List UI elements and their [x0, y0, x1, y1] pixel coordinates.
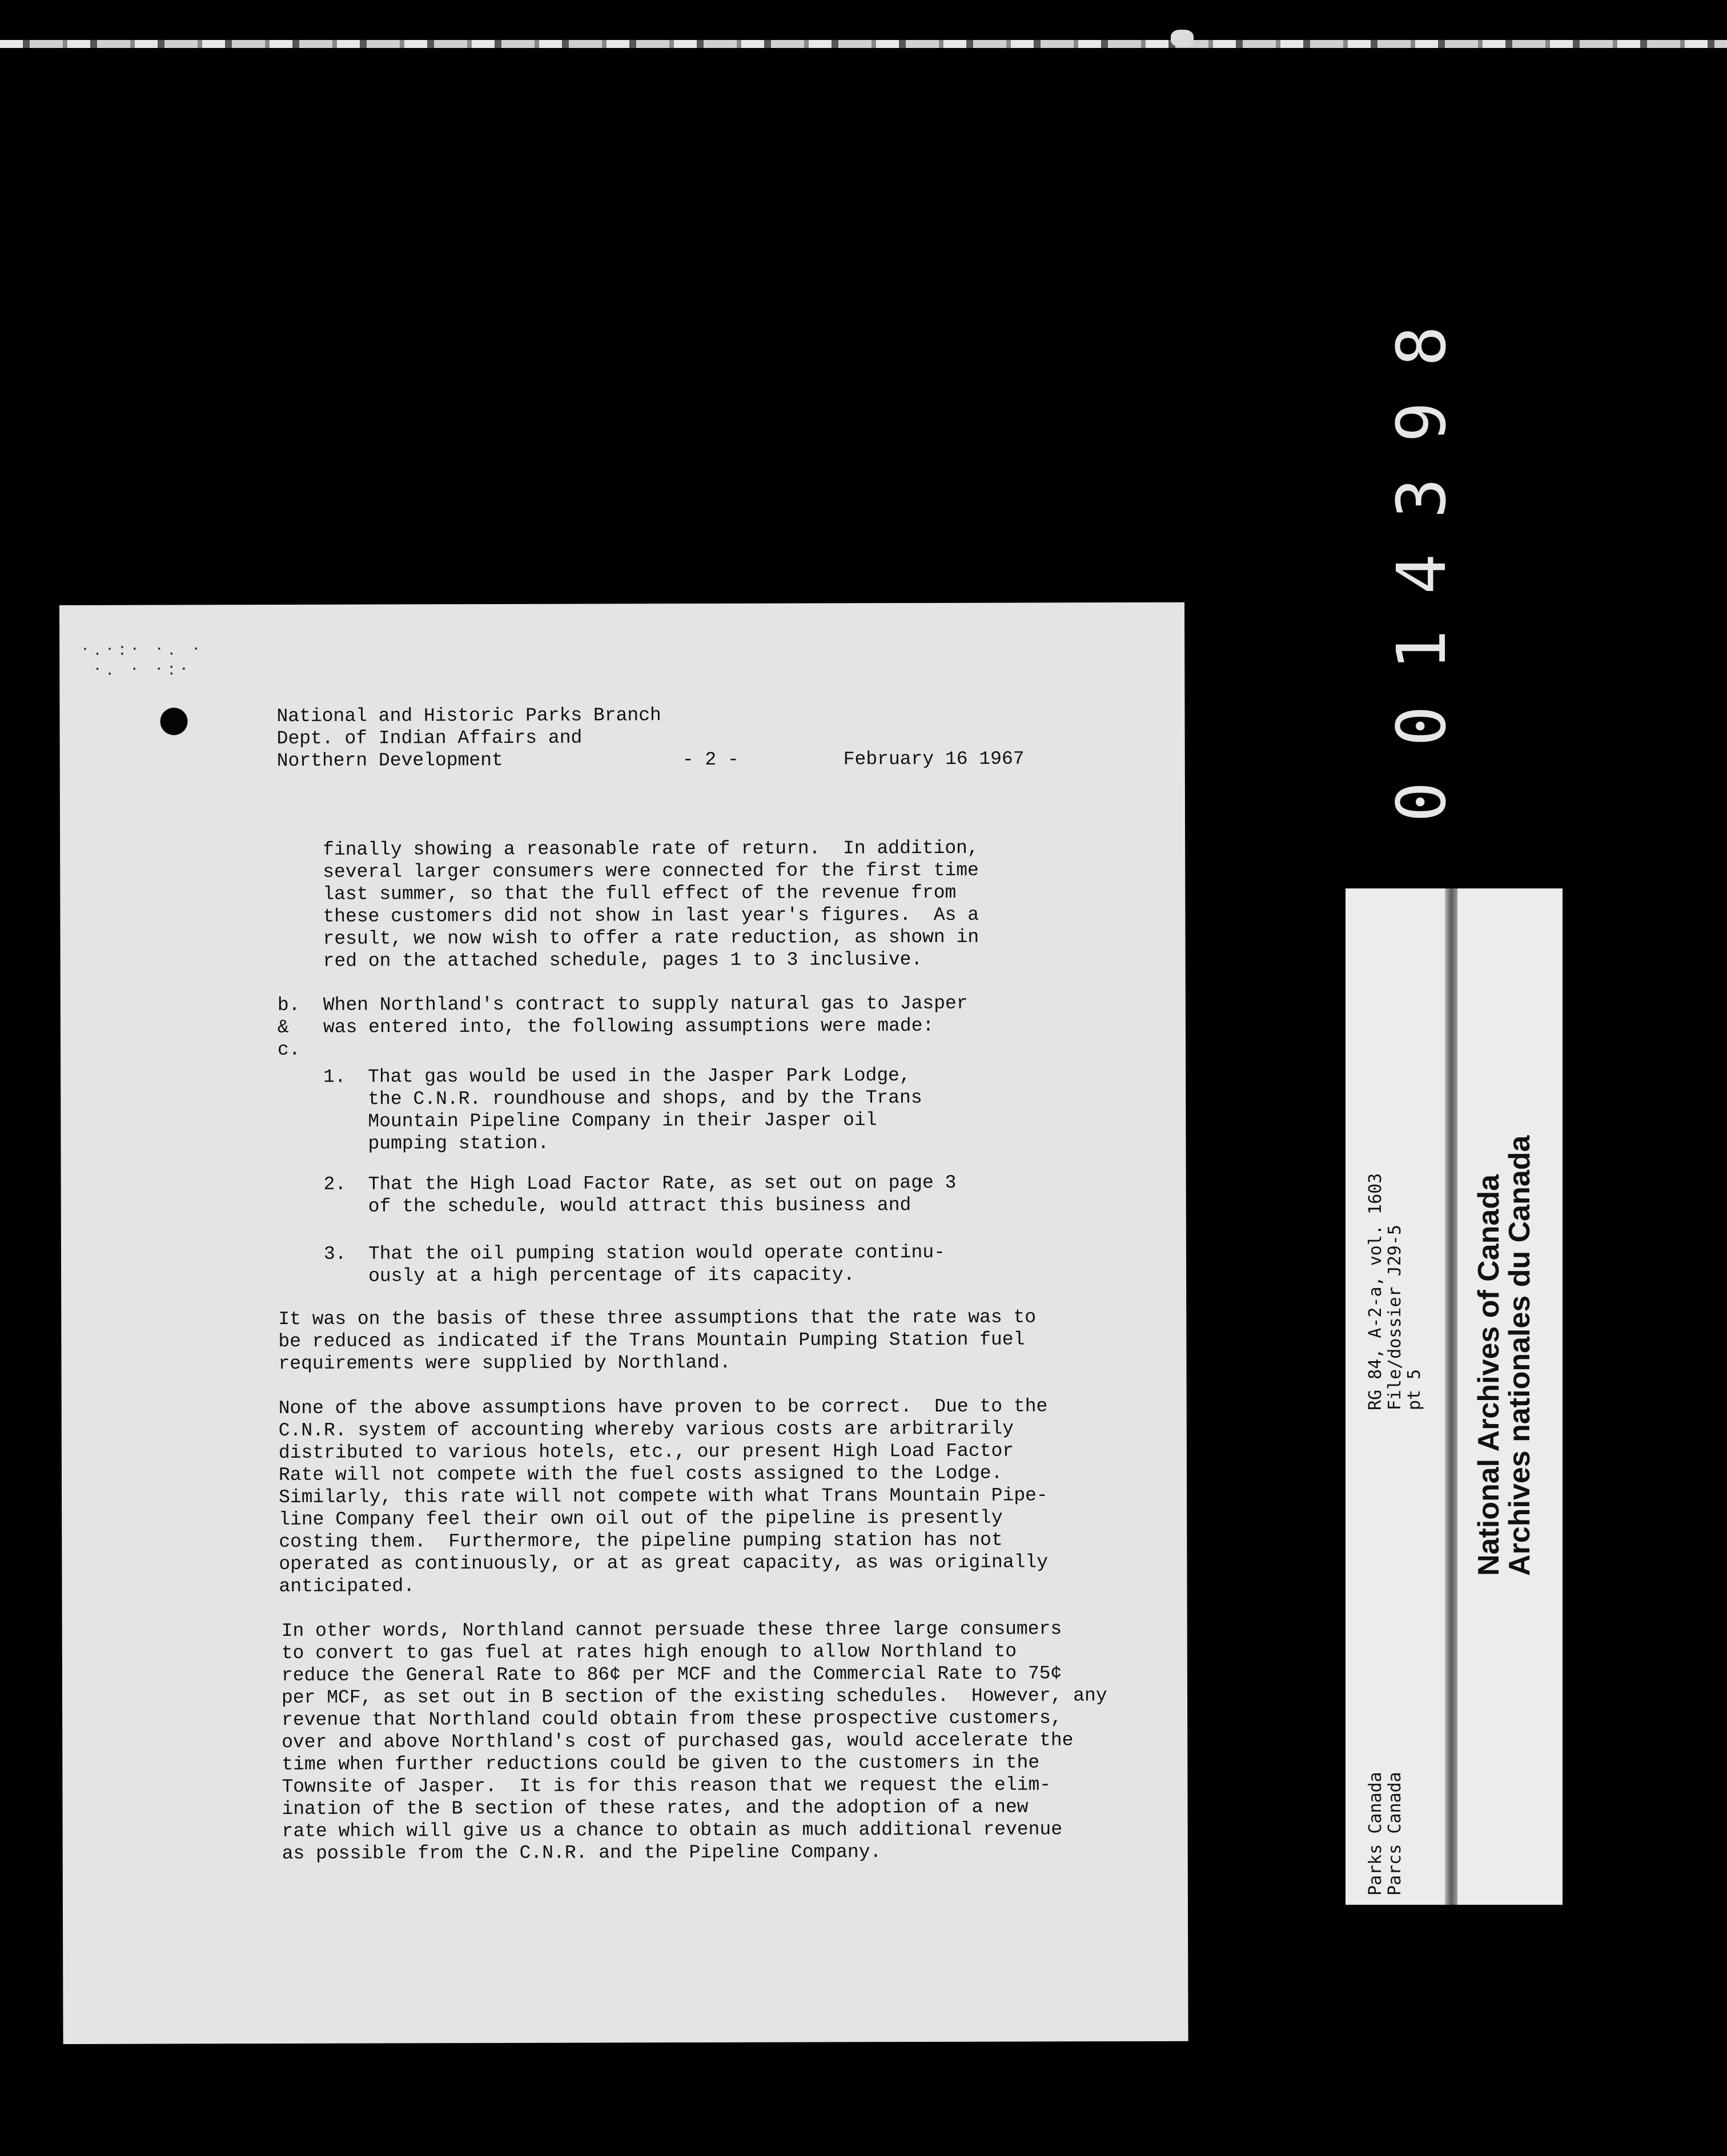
archive-reference: RG 84, A-2-a, vol. 1603 File/dossier J29-5 pt 5: [1365, 1173, 1424, 1410]
paragraph-b: When Northland's contract to supply natural gas to Jasper was entered into, the following assumptions were made:: [323, 992, 968, 1038]
list-item-number: 1.: [323, 1066, 346, 1088]
section-label-bc: b. & c.: [277, 994, 300, 1061]
strip-fold: [1445, 888, 1457, 1905]
list-item: That gas would be used in the Jasper Park Lodge, the C.N.R. roundhouse and shops, and by the Trans Mountain Pipeline Company in their Jasper oil pumping station.: [368, 1065, 922, 1155]
paragraph-basis: It was on the basis of these three assumptions that the rate was to be reduced as indicated if the Trans Mountain Pumping Station fuel requirements were supplied by Northland.: [278, 1306, 1037, 1375]
page-number: - 2 -: [682, 749, 739, 771]
paper-specks: ·.·:· ·. · ·. · ·:·: [82, 639, 206, 679]
film-edge-rule: [0, 40, 1727, 48]
paragraph-request: In other words, Northland cannot persuade these three large consumers to convert to gas fuel at rates high enough to allow Northland to reduce the General Rate to 86¢ per MCF and the Commercial Rate to 75¢ per MCF, as set out in B section of the existing schedules. However, any revenue that Northland could obtain from these prospective customers, over and above Northland's cost of purchased gas, would accelerate the time when further reductions could be given to the customers in the Townsite of Jasper. It is for this reason that we request the elim- ination of the B section of these rates, and the adoption of a new rate which will give us a chance to obtain as much additional revenue as possible from the C.N.R. and the Pipeline Company.: [281, 1618, 1107, 1864]
list-item-number: 3.: [323, 1243, 347, 1265]
document-page: [59, 602, 1188, 2044]
list-item: That the oil pumping station would operate continu- ously at a high percentage of its capacity.: [368, 1241, 945, 1287]
archives-name: National Archives of Canada Archives nationales du Canada: [1472, 1135, 1536, 1576]
list-item: That the High Load Factor Rate, as set out on page 3 of the schedule, would attract this business and: [368, 1172, 957, 1217]
list-item-number: 2.: [323, 1173, 347, 1195]
frame-number: 0014398: [1382, 290, 1461, 822]
agency-name: Parks Canada Parcs Canada: [1365, 1772, 1405, 1896]
paragraph-a: finally showing a reasonable rate of return. In addition, several larger consumers were connected for the first time last summer, so that the full effect of the revenue from these customers did not show in last year's figures. As a result, we now wish to offer a rate reduction, as shown in red on the attached schedule, pages 1 to 3 inclusive.: [323, 837, 979, 972]
punch-hole: [160, 707, 187, 735]
letter-date: February 16 1967: [843, 748, 1025, 770]
film-edge-mark: [1171, 30, 1194, 47]
letter-header: National and Historic Parks Branch Dept. of Indian Affairs and Northern Development: [276, 705, 661, 772]
paragraph-assumptions: None of the above assumptions have proven to be correct. Due to the C.N.R. system of accounting whereby various costs are arbitrarily distributed to various hotels, etc., our present High Load Factor Rate will not compete with the fuel costs assigned to the Lodge. Similarly, this rate will not compete with what Trans Mountain Pipe- line Company feel their own oil out of the pipeline is presently costing them. Furthermore, the pipeline pumping station has not operated as continuously, or at as great capacity, as was originally anticipated.: [278, 1395, 1049, 1597]
